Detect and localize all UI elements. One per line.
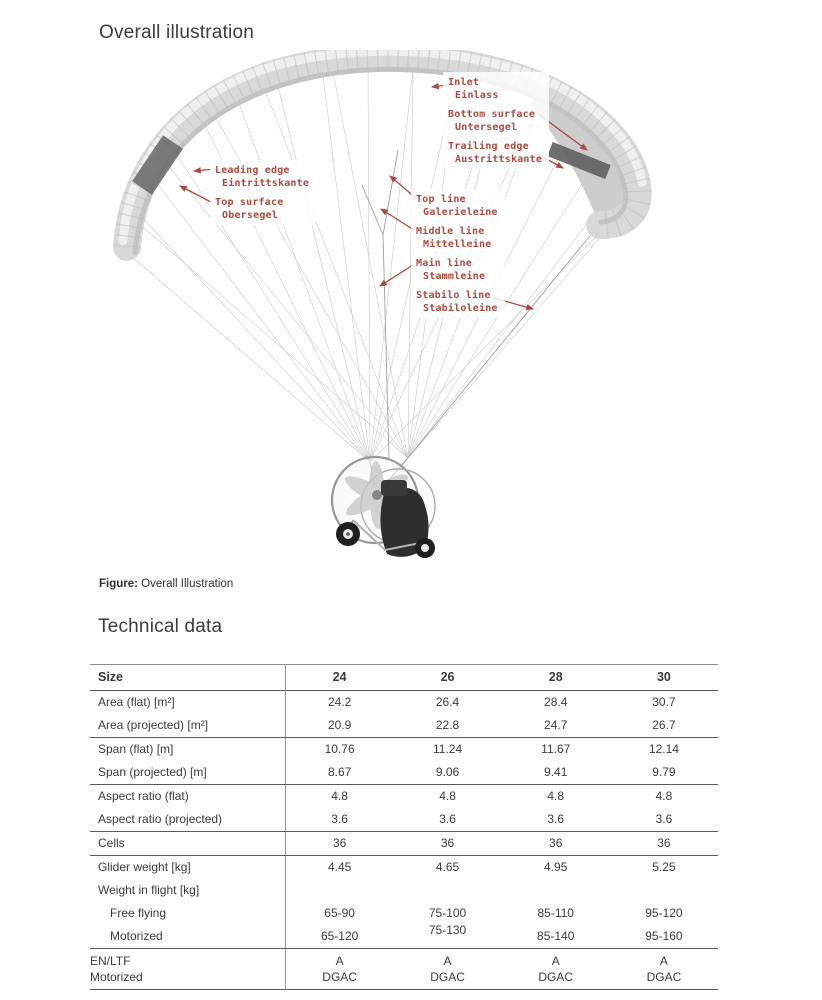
canopy (123, 51, 642, 253)
technical-data-title: Technical data (98, 616, 223, 637)
label-main-line: Main line Stammleine (416, 258, 486, 282)
table-row: Motorized 65-120 75-130 85-140 95-160 (90, 925, 718, 949)
technical-data-table (90, 664, 718, 990)
label-top-line: Top line Galerieleine (416, 194, 498, 218)
table-row: Span (projected) [m] 8.67 9.06 9.41 9.79 (90, 761, 718, 785)
table-header-row (90, 665, 718, 691)
table-row: Aspect ratio (projected) 3.6 3.6 3.6 3.6 (90, 808, 718, 832)
table-row: EN/LTF Motorized A DGAC A DGAC A DGAC A DGAC (90, 949, 718, 990)
label-middle-line: Middle line Mittelleine (416, 226, 492, 250)
figure-caption-label: Figure: (99, 577, 138, 590)
col-header-30: 30 (610, 665, 718, 691)
col-header-28: 28 (502, 665, 610, 691)
table-row: Area (flat) [m²] 24.2 26.4 28.4 30.7 (90, 691, 718, 715)
table-row: Glider weight [kg] 4.45 4.65 4.95 5.25 (90, 856, 718, 880)
page-title: Overall illustration (99, 22, 254, 43)
label-bottom-surface: Bottom surface Untersegel (448, 109, 536, 133)
figure-caption (99, 578, 233, 590)
col-header-26: 26 (393, 665, 501, 691)
col-header-size: Size (90, 665, 285, 691)
table-row: Span (flat) [m] 10.76 11.24 11.67 12.14 (90, 738, 718, 762)
table-row: Aspect ratio (flat) 4.8 4.8 4.8 4.8 (90, 785, 718, 809)
labels-right (443, 72, 549, 169)
labels-left (210, 160, 316, 225)
table-row: Area (projected) [m²] 20.9 22.8 24.7 26.7 (90, 714, 718, 738)
paraglider-illustration (85, 50, 735, 565)
paramotor-trike (332, 457, 435, 558)
table-row: Free flying 65-90 75-100 85-110 95-120 (90, 902, 718, 925)
table-row: Cells 36 36 36 36 (90, 832, 718, 856)
label-stabilo-line: Stabilo line Stabiloleine (416, 290, 498, 314)
labels-middle (411, 189, 505, 318)
label-trailing-edge: Trailing edge Austrittskante (448, 141, 543, 165)
paraglider-drawing (85, 50, 735, 565)
label-inlet: Inlet Einlass (448, 77, 499, 101)
label-top-surface: Top surface Obersegel (215, 197, 284, 221)
label-leading-edge: Leading edge Eintrittskante (215, 165, 310, 189)
figure-caption-text: Overall Illustration (137, 577, 234, 590)
col-header-24: 24 (285, 665, 393, 691)
table-row: Weight in flight [kg] (90, 879, 718, 902)
